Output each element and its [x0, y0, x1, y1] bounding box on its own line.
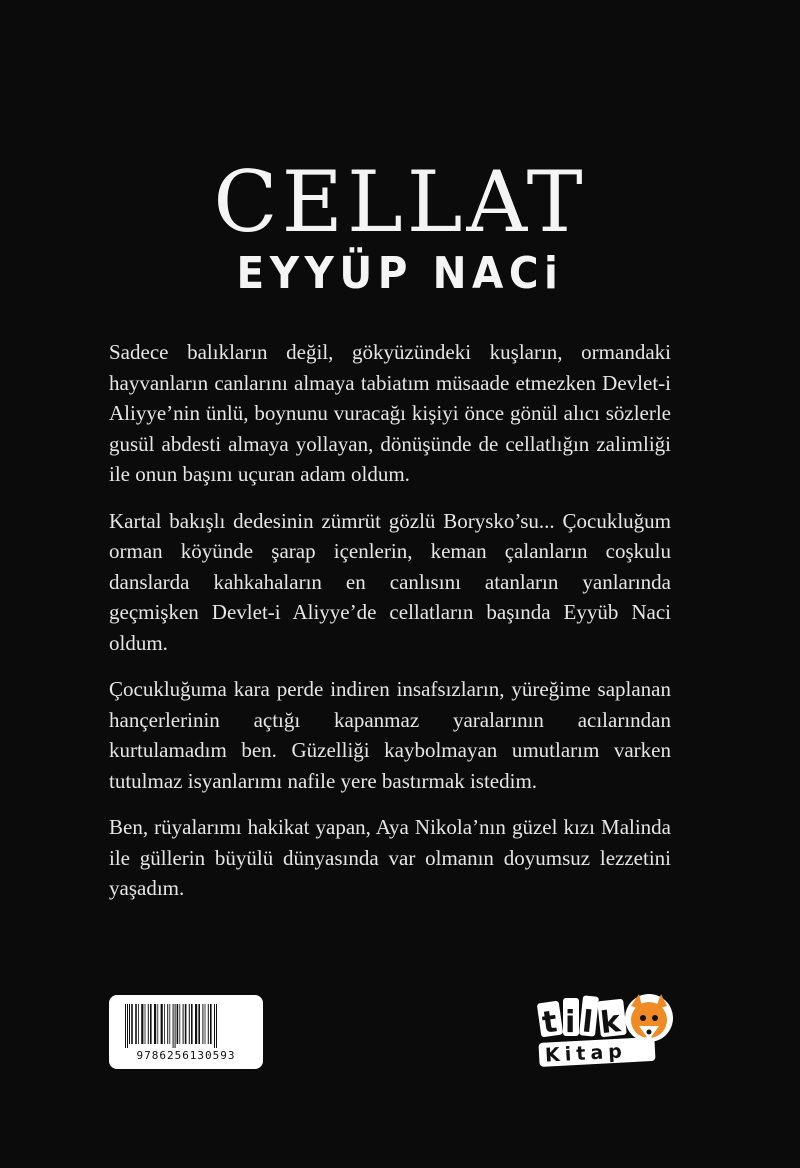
barcode-bar — [150, 1004, 152, 1044]
blurb-paragraph: Çocukluğuma kara perde indiren insafsızların, yüreğime saplanan hançerlerinin açtığı kapanmaz yaralarının acılarından kurtulamadım ben. Güzelliği kaybolmayan umutlarım varken tutulmaz isyanlarımı nafile yere bastırmak istedim. — [109, 677, 671, 793]
publisher-logo — [535, 992, 677, 1070]
barcode-bar — [138, 1004, 139, 1044]
logo-word-tilki — [537, 995, 627, 1041]
barcode-bar — [161, 1004, 163, 1044]
barcode-bar — [189, 1004, 190, 1044]
blurb-paragraph: Ben, rüyalarımı hakikat yapan, Aya Nikola’nın güzel kızı Malinda ile güllerin büyülü dünyasında var olmanın doyumsuz lezzetini yaşadım. — [109, 815, 671, 900]
isbn-number: 9786256130593 — [136, 1049, 236, 1062]
barcode-bar — [145, 1004, 146, 1044]
barcode-bar — [148, 1004, 149, 1044]
barcode-bar — [202, 1004, 203, 1044]
barcode-bar — [205, 1004, 206, 1044]
fox-icon — [625, 994, 673, 1042]
barcode-bar — [127, 1004, 128, 1048]
barcode-bar — [167, 1004, 168, 1044]
barcode-bar — [141, 1004, 143, 1044]
barcode-bar — [177, 1004, 179, 1044]
barcode-bar — [214, 1004, 215, 1048]
barcode-bar — [191, 1004, 193, 1044]
svg-text:i: i — [565, 1005, 576, 1040]
barcode-label — [109, 995, 263, 1069]
barcode-bar — [154, 1004, 156, 1044]
barcode-bar — [183, 1004, 184, 1044]
barcode-bar — [173, 1004, 174, 1048]
barcode-bar — [125, 1004, 126, 1048]
blurb-paragraph: Sadece balıkların değil, gökyüzündeki kuşların, ormandaki hayvanların canlarını almaya tabiatım müsaade etmezken Devlet-i Aliyye’nin ünlü, boynunu vuracağı kişiyi önce gönül alıcı sözlerle gusül abdesti almaya yollayan, dönüşünde de cellatlığın zalimliği ile onun başını uçuran adam oldum. — [109, 340, 671, 486]
barcode-image — [123, 1004, 251, 1048]
svg-text:l: l — [580, 1004, 595, 1041]
barcode-bar — [210, 1004, 212, 1044]
barcode-bar — [164, 1004, 165, 1044]
book-title: CELLAT — [213, 153, 587, 251]
barcode-bar — [129, 1004, 130, 1044]
logo-word-kitap — [538, 1037, 655, 1067]
barcode-bar — [157, 1004, 158, 1044]
author-name: EYYÜP NACi — [236, 248, 564, 299]
barcode-bar — [135, 1004, 137, 1044]
svg-text:k: k — [598, 1004, 623, 1042]
barcode-bar — [195, 1004, 197, 1044]
barcode-bar — [198, 1004, 200, 1044]
barcode-bar — [185, 1004, 187, 1044]
blurb-paragraph: Kartal bakışlı dedesinin zümrüt gözlü Borysko’su... Çocukluğum orman köyünde şarap içenlerin, keman çalanların coşkulu danslarda kahkahaların en canlısını atanların yanlarında geçmişken Devlet-i Aliyye’de cellatların başında Eyyüb Naci oldum. — [109, 508, 671, 655]
svg-text:Kitap: Kitap — [544, 1040, 628, 1067]
svg-text:t: t — [540, 1004, 560, 1041]
barcode-bar — [175, 1004, 176, 1048]
barcode-bar — [216, 1004, 217, 1048]
barcode-bar — [208, 1004, 209, 1044]
barcode-bar — [179, 1004, 180, 1044]
barcode-bar — [131, 1004, 133, 1044]
blurb-text — [109, 337, 671, 920]
barcode-bar — [169, 1004, 170, 1044]
